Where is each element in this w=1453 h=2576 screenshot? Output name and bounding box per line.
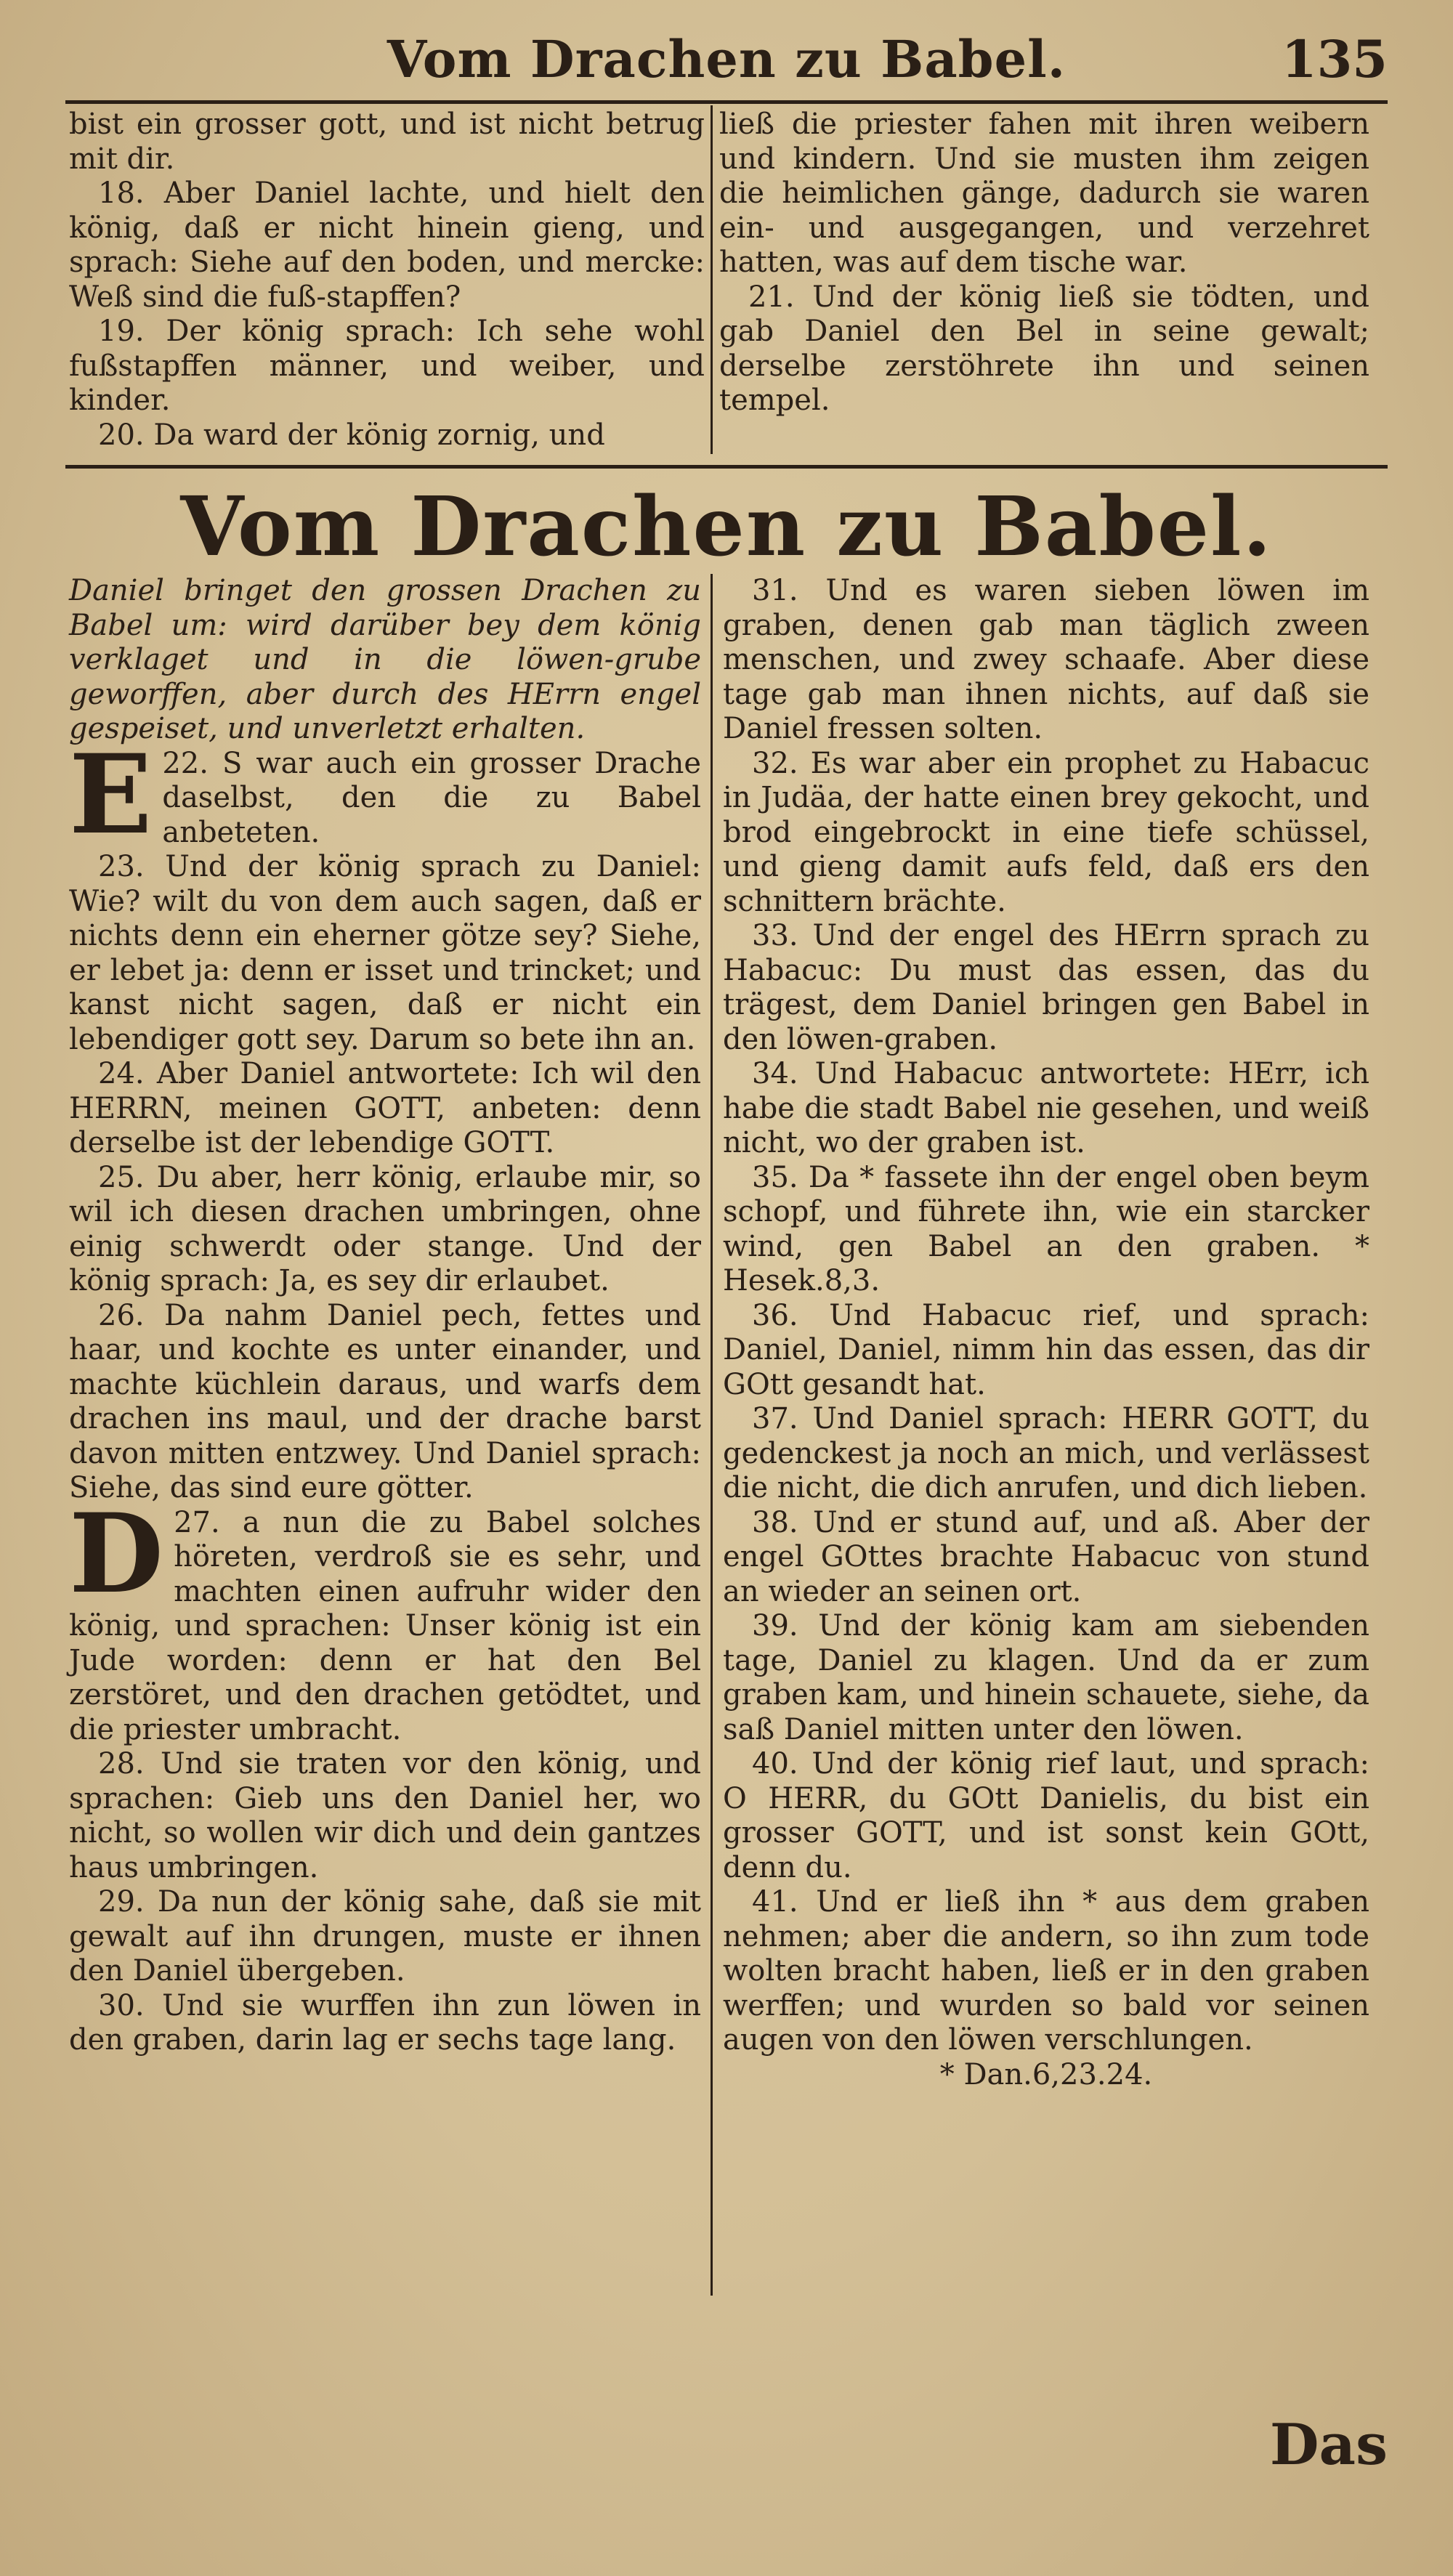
footnote: * Dan.6,23.24. [939, 2057, 1153, 2091]
verse-35: 35. Da * fassete ihn der engel oben beym schopf, und führete ihn, wie ein starcker wind, gen Babel an den graben. * Hesek.8,3. [723, 1160, 1369, 1297]
verse-41: 41. Und er ließ ihn * aus dem graben nehmen; aber die andern, so ihn zum tode wolten bracht haben, ließ er in den graben werffen; und wurden so bald vor seinen augen von den löwen verschlungen. [723, 1885, 1369, 2057]
drop-cap: E [69, 730, 153, 859]
verse-20: 20. Da ward der könig zornig, und [98, 418, 605, 452]
verse-23: 23. Und der könig sprach zu Daniel: Wie? wilt du von dem auch sagen, daß er nichts denn ein eherner götze sey? Siehe, er lebet ja: denn er isset und trincket; und kanst nicht sagen, daß er nicht ein lebendiger gott sey. Darum so bete ihn an. [69, 850, 701, 1056]
verse-19: 19. Der könig sprach: Ich sehe wohl fußstapffen männer, und weiber, und kinder. [69, 315, 705, 417]
bottom-left-column [69, 574, 701, 2058]
verse-text: ließ die priester fahen mit ihren weibern und kindern. Und sie musten ihm zeigen die heimlichen gänge, dadurch sie waren ein- und ausgegangen, und verzehret hatten, was auf dem tische war. [719, 108, 1369, 279]
verse-22 [69, 730, 701, 859]
verse-29: 29. Da nun der könig sahe, daß sie mit gewalt auf ihn drungen, muste er ihnen den Daniel übergeben. [69, 1885, 701, 1988]
verse-18: 18. Aber Daniel lachte, und hielt den könig, daß er nicht hinein gieng, und sprach: Siehe auf den boden, und mercke: Weß sind die fuß-stapffen? [69, 177, 705, 314]
verse-text: a nun die zu Babel solches höreten, verdroß sie es sehr, und machten einen aufruhr wider den könig, und sprachen: Unser könig ist ein Jude worden: denn er hat den Bel zerstöret, und den drachen getödtet, und die priester umbracht. [69, 1505, 701, 1746]
verse-40: 40. Und der könig rief laut, und sprach: O HERR, du GOtt Danielis, du bist ein grosser GOTT, und ist sonst kein GOtt, denn du. [723, 1747, 1369, 1884]
verse-36: 36. Und Habacuc rief, und sprach: Daniel, Daniel, nimm hin das essen, das dir GOtt gesandt hat. [723, 1298, 1369, 1401]
verse-39: 39. Und der könig kam am siebenden tage, Daniel zu klagen. Und da er zum graben kam, und hinein schauete, siehe, da saß Daniel mitten unter den löwen. [723, 1609, 1369, 1746]
verse-37: 37. Und Daniel sprach: HERR GOTT, du gedenckest ja noch an mich, und verlässest die nicht, die dich anrufen, und dich lieben. [723, 1402, 1369, 1504]
verse-text: S war auch ein grosser Drache daselbst, den die zu Babel anbeteten. [162, 746, 701, 849]
verse-27 [69, 1489, 701, 1748]
header-rule [65, 100, 1388, 104]
verse-24: 24. Aber Daniel antwortete: Ich wil den HERRN, meinen GOTT, anbeten: denn derselbe ist der lebendige GOTT. [69, 1057, 701, 1159]
verse-number: 27. [174, 1505, 220, 1539]
catchword: Das [1269, 2412, 1388, 2478]
verse-25: 25. Du aber, herr könig, erlaube mir, so wil ich diesen drachen umbringen, ohne einig schwerdt oder stange. Und der könig sprach: Ja, es sey dir erlaubet. [69, 1160, 701, 1297]
top-left-column [69, 108, 705, 453]
chapter-summary: Daniel bringet den grossen Drachen zu Babel um: wird darüber bey dem könig verklaget und in die löwen-grube geworffen, aber durch des HErrn engel gespeiset, und unverletzt erhalten. [69, 574, 701, 745]
running-title: Vom Drachen zu Babel. [386, 29, 1067, 89]
verse-26: 26. Da nahm Daniel pech, fettes und haar, und kochte es unter einander, und machte küchlein daraus, und warfs dem drachen ins maul, und der drache barst davon mitten entzwey. Und Daniel sprach: Siehe, das sind eure götter. [69, 1298, 701, 1504]
verse-28: 28. Und sie traten vor den könig, und sprachen: Gieb uns den Daniel her, wo nicht, so wollen wir dich und dein gantzes haus umbringen. [69, 1747, 701, 1884]
verse-34: 34. Und Habacuc antwortete: HErr, ich habe die stadt Babel nie gesehen, und weiß nicht, wo der graben ist. [723, 1057, 1369, 1159]
bottom-right-column [723, 574, 1369, 2092]
column-divider-top [711, 105, 713, 454]
top-right-column [719, 108, 1369, 418]
verse-21: 21. Und der könig ließ sie tödten, und gab Daniel den Bel in seine gewalt; derselbe zerstöhrete ihn und seinen tempel. [719, 280, 1369, 417]
page-number: 135 [1281, 29, 1388, 89]
section-title: Vom Drachen zu Babel. [180, 479, 1273, 575]
verse-33: 33. Und der engel des HErrn sprach zu Habacuc: Du must das essen, das du trägest, dem Daniel bringen gen Babel in den löwen-graben. [723, 919, 1369, 1056]
column-divider-bottom [711, 574, 713, 2296]
verse-32: 32. Es war aber ein prophet zu Habacuc in Judäa, der hatte einen brey gekocht, und brod eingebrockt in eine tiefe schüssel, und gieng damit aufs feld, daß ers den schnittern brächte. [723, 746, 1369, 918]
drop-cap: D [69, 1489, 164, 1618]
verse-30: 30. Und sie wurffen ihn zun löwen in den graben, darin lag er sechs tage lang. [69, 1988, 701, 2057]
page-header [65, 29, 1388, 102]
verse-text: bist ein grosser gott, und ist nicht betrug mit dir. [69, 108, 705, 176]
verse-31: 31. Und es waren sieben löwen im graben, denen gab man täglich zween menschen, und zwey schaafe. Aber diese tage gab man ihnen nichts, auf daß sie Daniel fressen solten. [723, 574, 1369, 745]
verse-38: 38. Und er stund auf, und aß. Aber der engel GOttes brachte Habacuc von stund an wieder an seinen ort. [723, 1505, 1369, 1608]
section-rule [65, 465, 1388, 469]
verse-number: 22. [162, 746, 209, 780]
